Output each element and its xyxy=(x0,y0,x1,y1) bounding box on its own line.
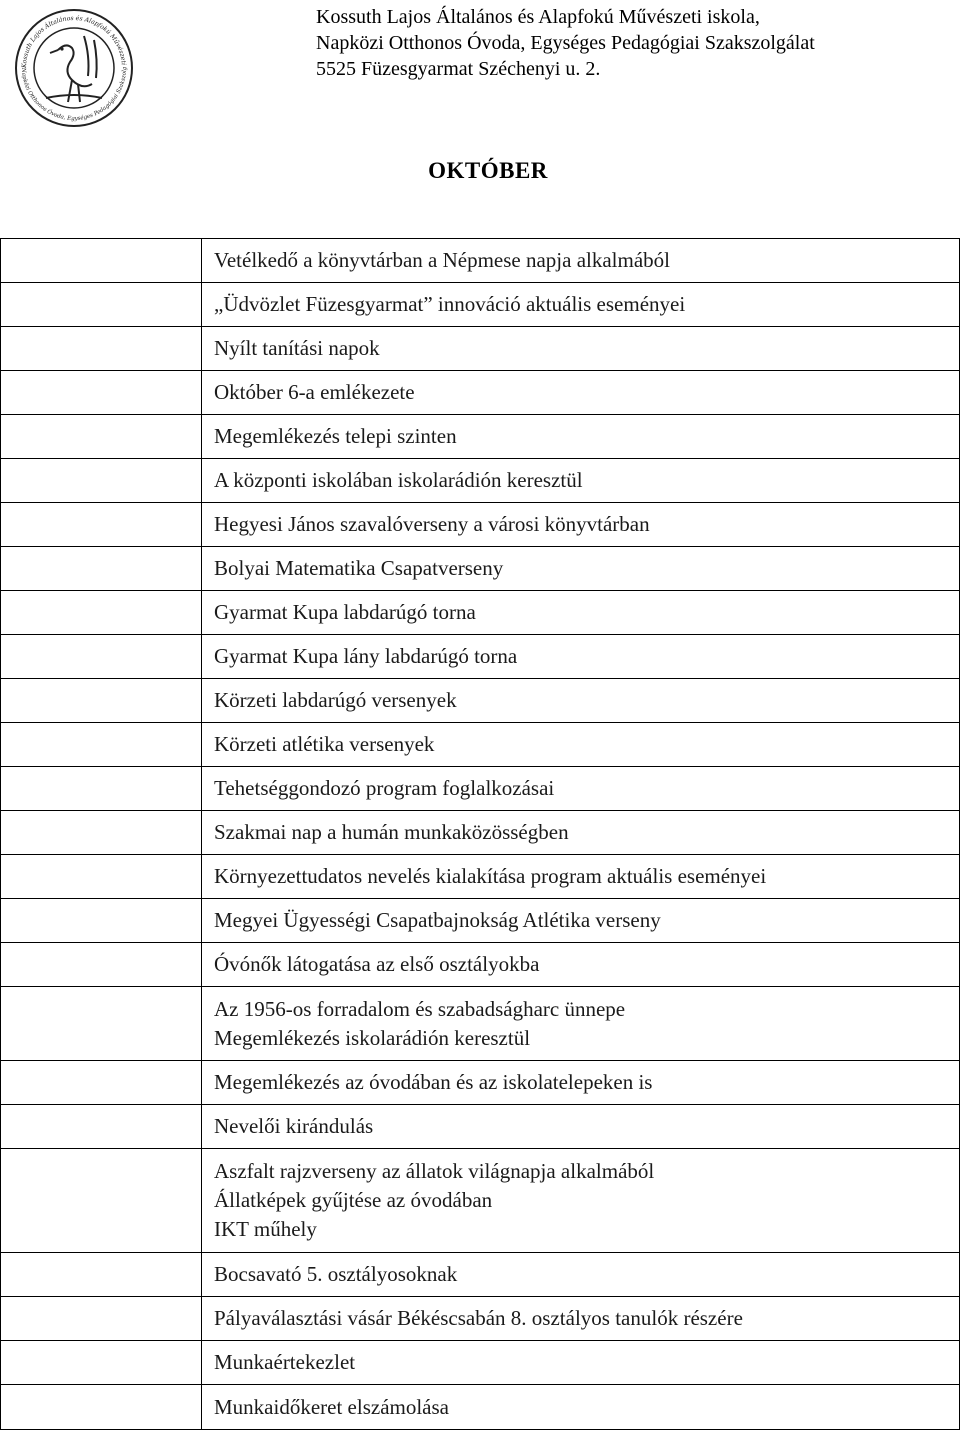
date-cell xyxy=(1,239,202,283)
event-text: Gyarmat Kupa labdarúgó torna xyxy=(214,600,476,624)
date-cell xyxy=(1,855,202,899)
date-cell xyxy=(1,371,202,415)
event-row xyxy=(1,547,960,591)
event-cell xyxy=(202,1297,960,1341)
date-cell xyxy=(1,1105,202,1149)
event-row xyxy=(1,811,960,855)
event-text: Pályaválasztási vásár Békéscsabán 8. osztályos tanulók részére xyxy=(214,1306,743,1330)
date-cell xyxy=(1,1385,202,1430)
event-text: Az 1956-os forradalom és szabadságharc ünnepe xyxy=(214,996,626,1021)
event-cell xyxy=(202,371,960,415)
date-cell xyxy=(1,327,202,371)
date-cell xyxy=(1,503,202,547)
event-cell xyxy=(202,415,960,459)
event-cell xyxy=(202,855,960,899)
event-row xyxy=(1,943,960,987)
event-row xyxy=(1,239,960,283)
events-table xyxy=(0,238,960,1430)
event-text: Október 6-a emlékezete xyxy=(214,380,415,404)
event-text: Körzeti labdarúgó versenyek xyxy=(214,688,457,712)
date-cell xyxy=(1,1297,202,1341)
event-row xyxy=(1,1149,960,1253)
event-row xyxy=(1,1253,960,1297)
event-text: Óvónők látogatása az első osztályokba xyxy=(214,952,540,976)
event-text: Szakmai nap a humán munkaközösségben xyxy=(214,820,569,844)
event-text: Környezettudatos nevelés kialakítása program aktuális eseményei xyxy=(214,864,767,888)
event-row xyxy=(1,283,960,327)
event-text: Megemlékezés az óvodában és az iskolatelepeken is xyxy=(214,1070,653,1094)
event-cell xyxy=(202,899,960,943)
event-row xyxy=(1,1341,960,1385)
event-cell xyxy=(202,679,960,723)
event-cell xyxy=(202,1105,960,1149)
date-cell xyxy=(1,679,202,723)
event-text: Nevelői kirándulás xyxy=(214,1114,374,1138)
date-cell xyxy=(1,635,202,679)
event-row xyxy=(1,1385,960,1430)
event-row xyxy=(1,723,960,767)
event-text: Megemlékezés iskolarádión keresztül xyxy=(214,1025,531,1050)
event-text: Bocsavató 5. osztályosoknak xyxy=(214,1262,458,1286)
date-cell xyxy=(1,899,202,943)
event-row xyxy=(1,503,960,547)
event-row xyxy=(1,1297,960,1341)
event-row xyxy=(1,1105,960,1149)
event-cell xyxy=(202,987,960,1061)
header-line-2: Napközi Otthonos Óvoda, Egységes Pedagógiai Szakszolgálat xyxy=(316,32,815,54)
event-text: Nyílt tanítási napok xyxy=(214,336,380,360)
event-cell xyxy=(202,503,960,547)
date-cell xyxy=(1,723,202,767)
event-text: Aszfalt rajzverseny az állatok világnapja alkalmából xyxy=(214,1159,655,1183)
svg-text:Napközi Otthonos Óvoda, Egység: Napközi Otthonos Óvoda, Egységes Pedagógiai Szakszolg xyxy=(19,66,129,123)
event-row xyxy=(1,679,960,723)
event-cell xyxy=(202,459,960,503)
event-text: Körzeti atlétika versenyek xyxy=(214,732,435,756)
date-cell xyxy=(1,943,202,987)
header-line-1: Kossuth Lajos Általános és Alapfokú Művészeti iskola, xyxy=(316,6,760,28)
event-text: Hegyesi János szavalóverseny a városi könyvtárban xyxy=(214,512,650,536)
event-row xyxy=(1,415,960,459)
event-text: A központi iskolában iskolarádión keresztül xyxy=(214,468,583,492)
event-cell xyxy=(202,547,960,591)
school-header xyxy=(316,4,815,82)
date-cell xyxy=(1,591,202,635)
header-line-3: 5525 Füzesgyarmat Széchenyi u. 2. xyxy=(316,58,601,80)
seal-icon xyxy=(10,6,138,128)
date-cell xyxy=(1,459,202,503)
event-text: Megemlékezés telepi szinten xyxy=(214,424,457,448)
date-cell xyxy=(1,1061,202,1105)
event-cell xyxy=(202,327,960,371)
event-row xyxy=(1,855,960,899)
event-cell xyxy=(202,1385,960,1430)
date-cell xyxy=(1,767,202,811)
event-row xyxy=(1,591,960,635)
page-title: OKTÓBER xyxy=(428,158,548,183)
event-cell xyxy=(202,811,960,855)
svg-text:Kossuth Lajos Általános és Ala: Kossuth Lajos Általános és Alapfokú Művészeti xyxy=(20,14,127,69)
event-row xyxy=(1,987,960,1061)
date-cell xyxy=(1,283,202,327)
event-row xyxy=(1,371,960,415)
event-text: IKT műhely xyxy=(214,1217,317,1241)
event-row xyxy=(1,767,960,811)
event-text: Gyarmat Kupa lány labdarúgó torna xyxy=(214,644,518,668)
event-text: Állatképek gyűjtése az óvodában xyxy=(214,1188,493,1212)
event-text: Munkaidőkeret elszámolása xyxy=(214,1394,449,1419)
date-cell xyxy=(1,987,202,1061)
date-cell xyxy=(1,1149,202,1253)
event-cell xyxy=(202,1061,960,1105)
event-cell xyxy=(202,1341,960,1385)
event-cell xyxy=(202,239,960,283)
event-text: Bolyai Matematika Csapatverseny xyxy=(214,556,504,580)
event-cell xyxy=(202,591,960,635)
event-row xyxy=(1,327,960,371)
event-row xyxy=(1,899,960,943)
event-row xyxy=(1,635,960,679)
date-cell xyxy=(1,547,202,591)
event-cell xyxy=(202,767,960,811)
event-cell xyxy=(202,723,960,767)
school-seal-logo xyxy=(10,6,138,128)
date-cell xyxy=(1,415,202,459)
event-text: Vetélkedő a könyvtárban a Népmese napja alkalmából xyxy=(214,248,670,272)
date-cell xyxy=(1,1253,202,1297)
event-cell xyxy=(202,1149,960,1253)
event-row xyxy=(1,1061,960,1105)
event-text: Munkaértekezlet xyxy=(214,1350,356,1374)
event-cell xyxy=(202,635,960,679)
event-cell xyxy=(202,283,960,327)
event-text: „Üdvözlet Füzesgyarmat” innováció aktuális eseményei xyxy=(214,292,686,316)
event-cell xyxy=(202,1253,960,1297)
date-cell xyxy=(1,811,202,855)
event-row xyxy=(1,459,960,503)
date-cell xyxy=(1,1341,202,1385)
event-text: Megyei Ügyességi Csapatbajnokság Atlétika verseny xyxy=(214,908,661,932)
event-cell xyxy=(202,943,960,987)
event-text: Tehetséggondozó program foglalkozásai xyxy=(214,776,555,800)
